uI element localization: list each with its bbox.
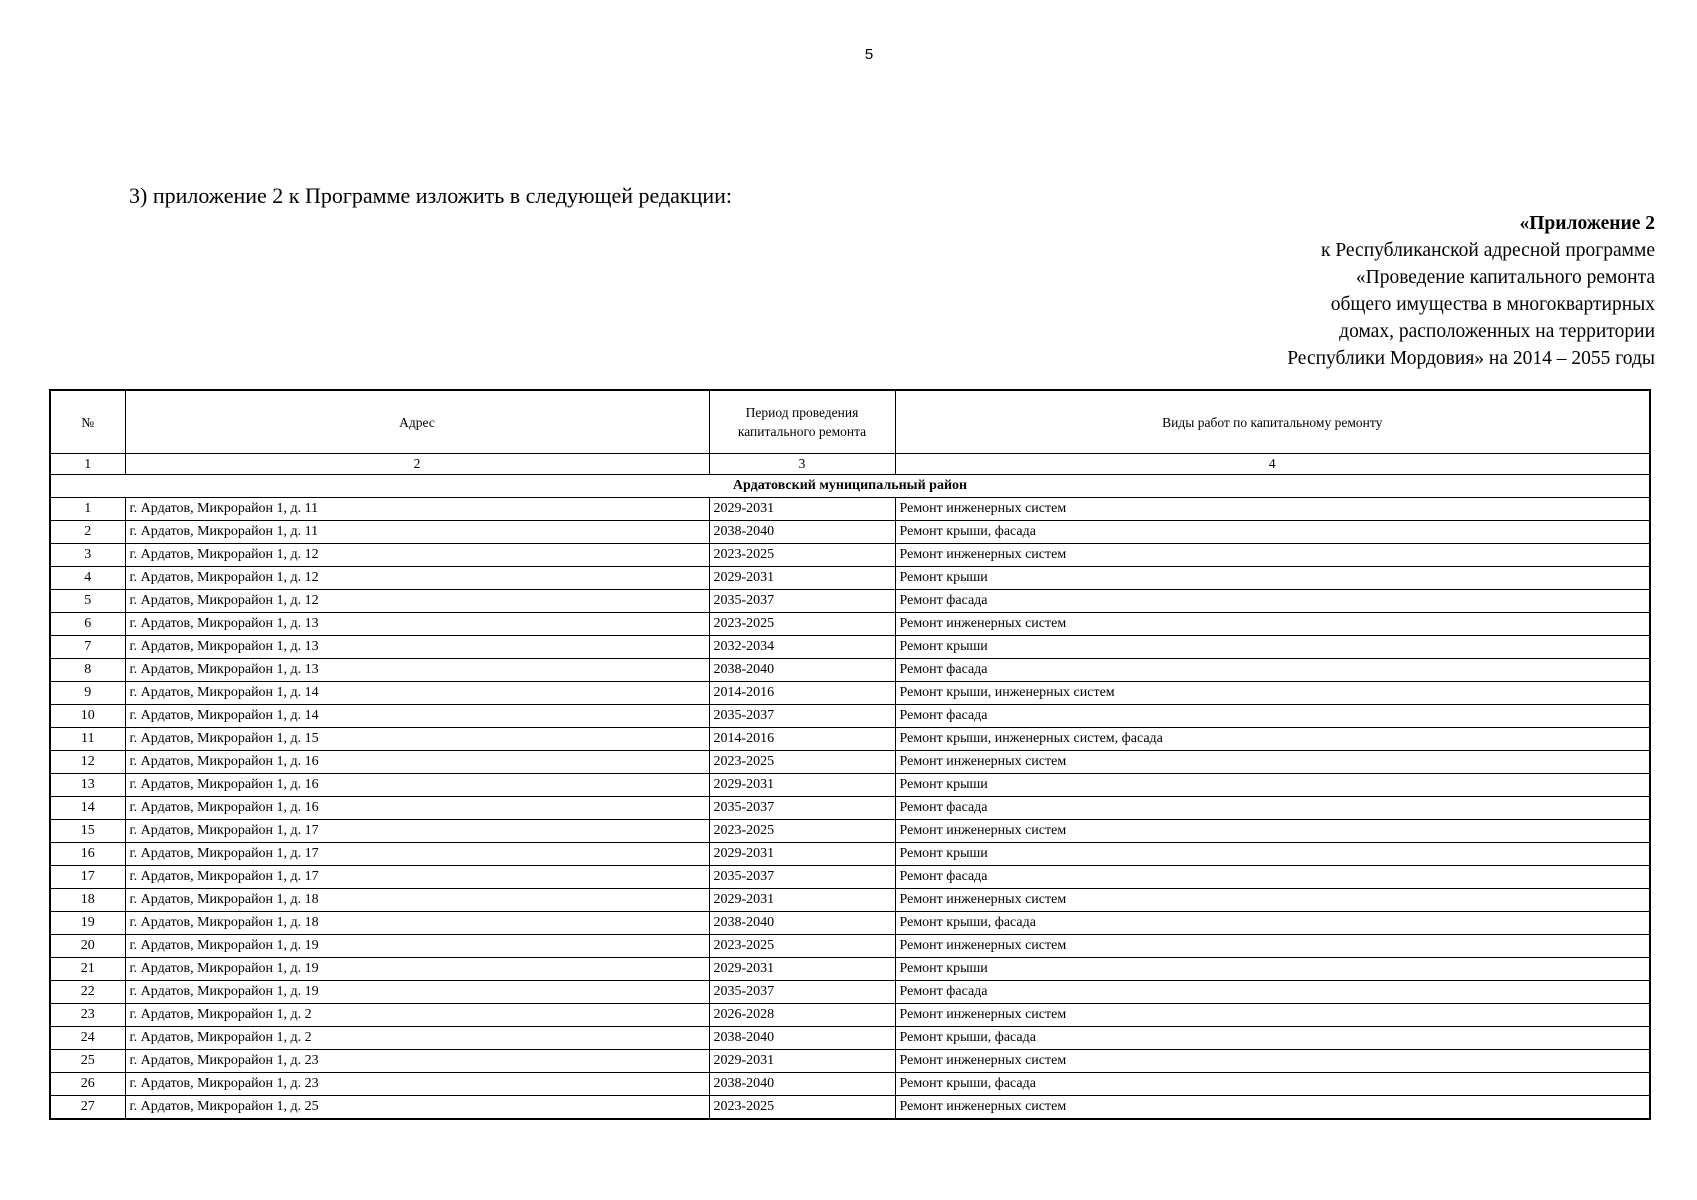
table-row	[50, 613, 1650, 636]
row-work-type: Ремонт крыши, фасада	[895, 521, 1650, 544]
row-number: 4	[50, 567, 125, 590]
row-address: г. Ардатов, Микрорайон 1, д. 2	[125, 1004, 709, 1027]
row-number: 17	[50, 866, 125, 889]
header-work-types: Виды работ по капитальному ремонту	[895, 390, 1650, 454]
row-number: 19	[50, 912, 125, 935]
row-number: 11	[50, 728, 125, 751]
row-work-type: Ремонт крыши, фасада	[895, 1027, 1650, 1050]
column-number-row	[50, 454, 1650, 475]
row-period: 2023-2025	[709, 751, 895, 774]
row-period: 2035-2037	[709, 797, 895, 820]
row-address: г. Ардатов, Микрорайон 1, д. 19	[125, 935, 709, 958]
row-address: г. Ардатов, Микрорайон 1, д. 19	[125, 981, 709, 1004]
row-period: 2023-2025	[709, 935, 895, 958]
table-row	[50, 705, 1650, 728]
table-row	[50, 728, 1650, 751]
row-work-type: Ремонт инженерных систем	[895, 751, 1650, 774]
row-period: 2035-2037	[709, 705, 895, 728]
row-work-type: Ремонт фасада	[895, 705, 1650, 728]
row-work-type: Ремонт крыши	[895, 636, 1650, 659]
row-number: 25	[50, 1050, 125, 1073]
row-number: 12	[50, 751, 125, 774]
column-number: 4	[895, 454, 1650, 475]
row-work-type: Ремонт крыши	[895, 774, 1650, 797]
row-address: г. Ардатов, Микрорайон 1, д. 11	[125, 521, 709, 544]
row-period: 2029-2031	[709, 498, 895, 521]
row-number: 6	[50, 613, 125, 636]
row-work-type: Ремонт фасада	[895, 981, 1650, 1004]
table-header-row	[50, 390, 1650, 454]
row-period: 2038-2040	[709, 1073, 895, 1096]
column-number: 2	[125, 454, 709, 475]
row-address: г. Ардатов, Микрорайон 1, д. 13	[125, 636, 709, 659]
section-title: Ардатовский муниципальный район	[50, 475, 1650, 498]
row-number: 18	[50, 889, 125, 912]
row-number: 2	[50, 521, 125, 544]
row-work-type: Ремонт инженерных систем	[895, 889, 1650, 912]
row-number: 10	[50, 705, 125, 728]
table-row	[50, 935, 1650, 958]
column-number: 3	[709, 454, 895, 475]
row-work-type: Ремонт инженерных систем	[895, 820, 1650, 843]
row-work-type: Ремонт инженерных систем	[895, 613, 1650, 636]
row-work-type: Ремонт инженерных систем	[895, 498, 1650, 521]
row-work-type: Ремонт инженерных систем	[895, 1004, 1650, 1027]
row-address: г. Ардатов, Микрорайон 1, д. 17	[125, 843, 709, 866]
row-work-type: Ремонт фасада	[895, 866, 1650, 889]
row-address: г. Ардатов, Микрорайон 1, д. 14	[125, 705, 709, 728]
row-work-type: Ремонт крыши, фасада	[895, 1073, 1650, 1096]
row-work-type: Ремонт крыши	[895, 567, 1650, 590]
row-period: 2023-2025	[709, 820, 895, 843]
table-row	[50, 889, 1650, 912]
row-address: г. Ардатов, Микрорайон 1, д. 12	[125, 567, 709, 590]
row-address: г. Ардатов, Микрорайон 1, д. 25	[125, 1096, 709, 1120]
row-address: г. Ардатов, Микрорайон 1, д. 23	[125, 1050, 709, 1073]
row-period: 2032-2034	[709, 636, 895, 659]
row-number: 3	[50, 544, 125, 567]
row-address: г. Ардатов, Микрорайон 1, д. 17	[125, 866, 709, 889]
row-address: г. Ардатов, Микрорайон 1, д. 18	[125, 912, 709, 935]
row-period: 2029-2031	[709, 774, 895, 797]
table-row	[50, 544, 1650, 567]
row-address: г. Ардатов, Микрорайон 1, д. 16	[125, 751, 709, 774]
row-work-type: Ремонт фасада	[895, 659, 1650, 682]
repair-schedule-table	[49, 389, 1651, 1120]
row-work-type: Ремонт крыши, инженерных систем, фасада	[895, 728, 1650, 751]
annex-heading	[1287, 210, 1655, 372]
table-row	[50, 797, 1650, 820]
row-number: 1	[50, 498, 125, 521]
table-row	[50, 866, 1650, 889]
page-number: 5	[864, 46, 874, 63]
table-row	[50, 820, 1650, 843]
row-number: 13	[50, 774, 125, 797]
row-address: г. Ардатов, Микрорайон 1, д. 12	[125, 544, 709, 567]
row-address: г. Ардатов, Микрорайон 1, д. 12	[125, 590, 709, 613]
row-address: г. Ардатов, Микрорайон 1, д. 18	[125, 889, 709, 912]
table-row	[50, 636, 1650, 659]
row-work-type: Ремонт крыши, фасада	[895, 912, 1650, 935]
table-row	[50, 1073, 1650, 1096]
row-work-type: Ремонт фасада	[895, 590, 1650, 613]
table-row	[50, 958, 1650, 981]
annex-line: домах, расположенных на территории	[1339, 321, 1655, 342]
table-row	[50, 751, 1650, 774]
row-work-type: Ремонт инженерных систем	[895, 1096, 1650, 1120]
table-row	[50, 1050, 1650, 1073]
row-period: 2038-2040	[709, 521, 895, 544]
row-period: 2023-2025	[709, 613, 895, 636]
table-row	[50, 1004, 1650, 1027]
column-number: 1	[50, 454, 125, 475]
row-period: 2029-2031	[709, 889, 895, 912]
annex-line: «Проведение капитального ремонта	[1355, 267, 1655, 288]
row-work-type: Ремонт крыши	[895, 958, 1650, 981]
row-address: г. Ардатов, Микрорайон 1, д. 11	[125, 498, 709, 521]
row-period: 2023-2025	[709, 1096, 895, 1120]
row-address: г. Ардатов, Микрорайон 1, д. 15	[125, 728, 709, 751]
row-number: 16	[50, 843, 125, 866]
intro-text: 3) приложение 2 к Программе изложить в следующей редакции:	[129, 183, 733, 208]
row-work-type: Ремонт фасада	[895, 797, 1650, 820]
row-period: 2038-2040	[709, 659, 895, 682]
row-work-type: Ремонт инженерных систем	[895, 544, 1650, 567]
row-period: 2014-2016	[709, 682, 895, 705]
row-number: 5	[50, 590, 125, 613]
row-number: 27	[50, 1096, 125, 1120]
table-row	[50, 1027, 1650, 1050]
annex-line: к Республиканской адресной программе	[1320, 240, 1655, 261]
row-address: г. Ардатов, Микрорайон 1, д. 23	[125, 1073, 709, 1096]
row-number: 9	[50, 682, 125, 705]
row-number: 24	[50, 1027, 125, 1050]
annex-title: «Приложение 2	[1519, 213, 1655, 234]
row-period: 2029-2031	[709, 843, 895, 866]
row-number: 15	[50, 820, 125, 843]
row-address: г. Ардатов, Микрорайон 1, д. 14	[125, 682, 709, 705]
row-address: г. Ардатов, Микрорайон 1, д. 19	[125, 958, 709, 981]
row-number: 8	[50, 659, 125, 682]
row-period: 2026-2028	[709, 1004, 895, 1027]
annex-line: Республики Мордовия» на 2014 – 2055 годы	[1287, 348, 1655, 369]
table-row	[50, 1096, 1650, 1120]
row-period: 2035-2037	[709, 866, 895, 889]
row-address: г. Ардатов, Микрорайон 1, д. 13	[125, 659, 709, 682]
row-period: 2038-2040	[709, 1027, 895, 1050]
row-address: г. Ардатов, Микрорайон 1, д. 13	[125, 613, 709, 636]
row-number: 23	[50, 1004, 125, 1027]
table-row	[50, 521, 1650, 544]
annex-line: общего имущества в многоквартирных	[1330, 294, 1655, 315]
row-number: 21	[50, 958, 125, 981]
row-address: г. Ардатов, Микрорайон 1, д. 2	[125, 1027, 709, 1050]
row-address: г. Ардатов, Микрорайон 1, д. 16	[125, 797, 709, 820]
row-work-type: Ремонт инженерных систем	[895, 935, 1650, 958]
row-period: 2014-2016	[709, 728, 895, 751]
row-number: 14	[50, 797, 125, 820]
table-row	[50, 682, 1650, 705]
table-row	[50, 659, 1650, 682]
row-period: 2038-2040	[709, 912, 895, 935]
row-work-type: Ремонт крыши, инженерных систем	[895, 682, 1650, 705]
table-row	[50, 567, 1650, 590]
table-row	[50, 843, 1650, 866]
row-number: 20	[50, 935, 125, 958]
row-period: 2029-2031	[709, 567, 895, 590]
header-address: Адрес	[125, 390, 709, 454]
row-address: г. Ардатов, Микрорайон 1, д. 16	[125, 774, 709, 797]
row-period: 2035-2037	[709, 590, 895, 613]
row-work-type: Ремонт крыши	[895, 843, 1650, 866]
table-row	[50, 981, 1650, 1004]
row-period: 2035-2037	[709, 981, 895, 1004]
header-number: №	[50, 390, 125, 454]
row-period: 2029-2031	[709, 958, 895, 981]
table-row	[50, 590, 1650, 613]
header-period: Период проведения капитального ремонта	[709, 390, 895, 454]
table-row	[50, 912, 1650, 935]
row-address: г. Ардатов, Микрорайон 1, д. 17	[125, 820, 709, 843]
row-work-type: Ремонт инженерных систем	[895, 1050, 1650, 1073]
row-period: 2029-2031	[709, 1050, 895, 1073]
row-number: 22	[50, 981, 125, 1004]
row-period: 2023-2025	[709, 544, 895, 567]
section-row	[50, 475, 1650, 498]
table-row	[50, 498, 1650, 521]
table-row	[50, 774, 1650, 797]
row-number: 26	[50, 1073, 125, 1096]
row-number: 7	[50, 636, 125, 659]
